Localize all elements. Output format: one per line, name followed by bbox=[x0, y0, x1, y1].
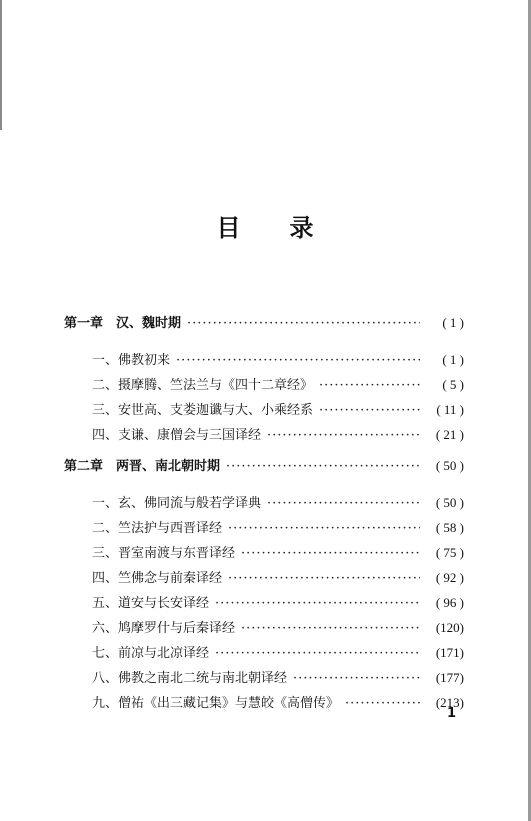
entry-page-number: (213) bbox=[435, 695, 464, 710]
entry-page-number: ( 21 ) bbox=[435, 427, 464, 442]
entry-page-number: ( 58 ) bbox=[435, 520, 464, 535]
toc-entry bbox=[64, 399, 464, 424]
entry-page-number: ( 5 ) bbox=[442, 377, 464, 392]
entry-title: 一、佛教初来 bbox=[92, 353, 171, 368]
entry-title: 四、竺佛念与前秦译经 bbox=[92, 571, 223, 586]
dot-leader bbox=[176, 353, 420, 368]
entry-page-number: ( 11 ) bbox=[436, 402, 464, 417]
entry-page-number: (120) bbox=[435, 620, 464, 635]
entry-page-number: (171) bbox=[435, 645, 464, 660]
entry-page-number: ( 50 ) bbox=[435, 495, 464, 510]
title-char-1: 目 bbox=[216, 213, 242, 242]
dot-leader bbox=[226, 459, 420, 474]
entry-page-number: ( 96 ) bbox=[435, 595, 464, 610]
toc-entry bbox=[64, 617, 464, 642]
toc-entry bbox=[64, 492, 464, 517]
dot-leader bbox=[241, 546, 420, 561]
entry-title: 四、支谦、康僧会与三国译经 bbox=[92, 428, 262, 443]
entry-title: 八、佛教之南北二统与南北朝译经 bbox=[92, 671, 288, 686]
entry-title: 一、玄、佛同流与般若学译典 bbox=[92, 496, 262, 511]
entry-page-number: ( 75 ) bbox=[435, 545, 464, 560]
dot-leader bbox=[187, 316, 420, 331]
toc-entry bbox=[64, 349, 464, 374]
dot-leader bbox=[345, 696, 420, 711]
toc-entry bbox=[64, 692, 464, 717]
entry-title: 三、安世高、支娄迦谶与大、小乘经系 bbox=[92, 403, 314, 418]
dot-leader bbox=[319, 403, 420, 418]
entry-page-number: (177) bbox=[435, 670, 464, 685]
toc-entry bbox=[64, 642, 464, 667]
dot-leader bbox=[228, 571, 420, 586]
entry-title: 二、摄摩腾、竺法兰与《四十二章经》 bbox=[92, 378, 314, 393]
chapter-title: 第二章 两晋、南北朝时期 bbox=[64, 459, 221, 474]
toc-entry bbox=[64, 542, 464, 567]
chapter-page-number: ( 1 ) bbox=[442, 315, 464, 330]
entry-title: 三、晋室南渡与东晋译经 bbox=[92, 546, 236, 561]
toc-entry bbox=[64, 567, 464, 592]
toc-entry bbox=[64, 517, 464, 542]
entry-title: 五、道安与长安译经 bbox=[92, 596, 210, 611]
entry-title: 九、僧祐《出三藏记集》与慧皎《高僧传》 bbox=[92, 696, 340, 711]
toc-entry bbox=[64, 374, 464, 399]
toc-entry bbox=[64, 424, 464, 449]
toc-chapter-2 bbox=[64, 455, 464, 480]
dot-leader bbox=[319, 378, 420, 393]
table-of-contents bbox=[64, 312, 464, 717]
title-char-2: 录 bbox=[289, 213, 315, 242]
dot-leader bbox=[267, 428, 420, 443]
chapter-title: 第一章 汉、魏时期 bbox=[64, 316, 182, 331]
dot-leader bbox=[293, 671, 420, 686]
dot-leader bbox=[228, 521, 420, 536]
entry-title: 二、竺法护与西晋译经 bbox=[92, 521, 223, 536]
entry-page-number: ( 1 ) bbox=[442, 352, 464, 367]
entry-title: 七、前凉与北凉译经 bbox=[92, 646, 210, 661]
page-number: 1 bbox=[447, 706, 457, 721]
dot-leader bbox=[215, 646, 420, 661]
toc-chapter-1 bbox=[64, 312, 464, 337]
toc-entry bbox=[64, 592, 464, 617]
dot-leader bbox=[241, 621, 420, 636]
entry-page-number: ( 92 ) bbox=[435, 570, 464, 585]
entry-title: 六、鸠摩罗什与后秦译经 bbox=[92, 621, 236, 636]
dot-leader bbox=[215, 596, 420, 611]
dot-leader bbox=[267, 496, 420, 511]
page-title bbox=[0, 208, 531, 243]
chapter-page-number: ( 50 ) bbox=[435, 458, 464, 473]
scan-edge-left bbox=[0, 0, 2, 130]
toc-entry bbox=[64, 667, 464, 692]
